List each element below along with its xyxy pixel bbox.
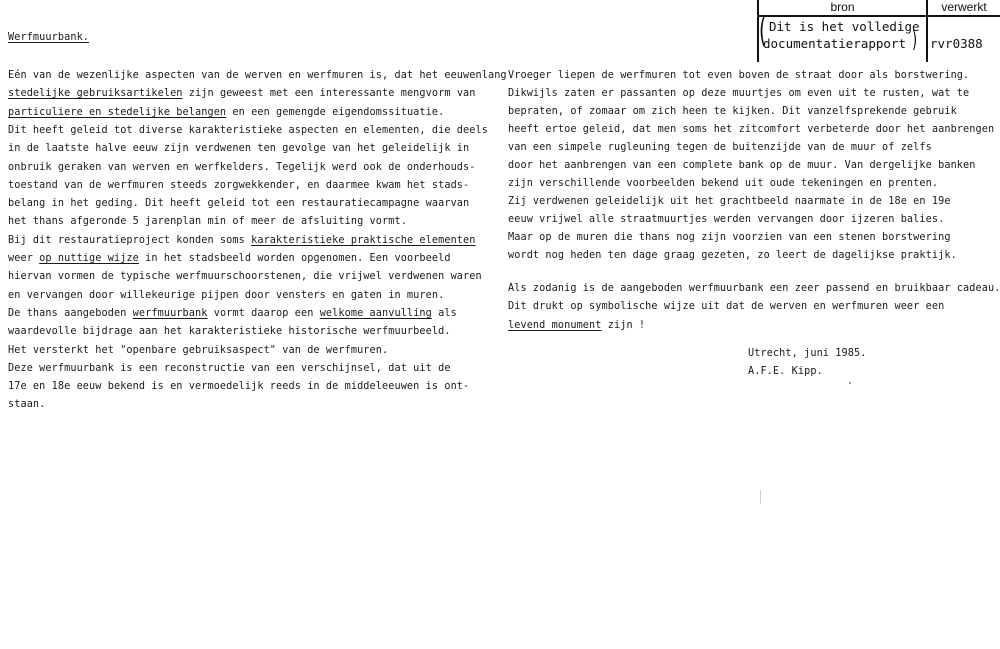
underlined-phrase: op nuttige wijze — [39, 253, 139, 264]
text-line — [8, 180, 469, 192]
text-segment: Dit heeft geleid tot diverse karakteristieke aspecten en elementen, die deels — [8, 125, 488, 136]
text-segment: wordt nog heden ten dage graag gezeten, zo leert de dagelijkse praktijk. — [508, 250, 957, 261]
text-line — [8, 308, 457, 320]
text-line — [8, 216, 407, 228]
text-segment: als — [431, 308, 457, 319]
text-line — [8, 326, 451, 338]
text-line — [508, 250, 957, 262]
text-line — [508, 88, 969, 100]
text-line — [8, 290, 444, 302]
stamp-source-line2: documentatierapport — [763, 36, 906, 51]
text-line — [8, 381, 469, 393]
signature-place-date: Utrecht, juni 1985. — [748, 348, 867, 359]
text-line — [8, 253, 451, 265]
text-segment: Dikwijls zaten er passanten op deze muurtjes om even uit te rusten, wat te — [508, 88, 970, 99]
text-segment: Zij verdwenen geleidelijk uit het grachtbeeld naarmate in de 18e en 19e — [508, 196, 951, 207]
stamp-header-rule — [757, 15, 1000, 17]
signature-author: A.F.E. Kipp. — [748, 366, 823, 377]
text-segment: en een gemengde eigendomssituatie. — [226, 107, 445, 118]
text-line — [508, 70, 969, 82]
text-line — [508, 232, 951, 244]
stamp-source-line1: Dit is het volledige — [769, 19, 920, 34]
text-segment: belang in het geding. Dit heeft geleid tot een restauratiecampagne waarvan — [8, 198, 470, 209]
text-segment: Het versterkt het "openbare gebruiksaspect" van de werfmuren. — [8, 345, 389, 356]
text-segment: weer — [8, 253, 40, 264]
text-segment: bepraten, of zomaar om zich heen te kijken. Dit vanzelfsprekende gebruik — [508, 106, 957, 117]
text-line — [508, 106, 957, 118]
text-line — [508, 196, 951, 208]
underlined-phrase: karakteristieke praktische elementen — [251, 235, 476, 246]
archive-stamp-box — [757, 0, 1000, 62]
scan-speck — [849, 382, 851, 384]
underlined-phrase: welkome aanvulling — [319, 308, 432, 319]
text-segment: staan. — [8, 399, 46, 410]
text-line — [8, 235, 476, 247]
text-line — [508, 320, 645, 332]
text-line — [8, 363, 451, 375]
underlined-phrase: stedelijke gebruiksartikelen — [8, 88, 183, 99]
text-segment: zijn verschillende voorbeelden bekend uit oude tekeningen en prenten. — [508, 178, 939, 189]
text-segment: Als zodanig is de aangeboden werfmuurbank een zeer passend en bruikbaar cadeau. — [508, 283, 1000, 294]
text-line — [508, 283, 1000, 295]
text-segment: hiervan vormen de typische werfmuurschoorstenen, die vrijwel verdwenen waren — [8, 271, 482, 282]
text-segment: en vervangen door willekeurige pijpen door vensters en gaten in muren. — [8, 290, 445, 301]
text-segment: Vroeger liepen de werfmuren tot even boven de straat door als borstwering. — [508, 70, 970, 81]
text-line — [8, 271, 482, 283]
text-segment: vormt daarop een — [207, 308, 320, 319]
text-line — [508, 178, 938, 190]
text-line — [508, 160, 976, 172]
text-line — [8, 162, 476, 174]
text-segment: Maar op de muren die thans nog zijn voorzien van een stenen borstwering — [508, 232, 951, 243]
text-line — [8, 70, 507, 82]
underlined-phrase: levend monument — [508, 320, 602, 331]
text-segment: Eén van de wezenlijke aspecten van de werven en werfmuren is, dat het eeuwenlang — [8, 70, 507, 81]
text-segment: toestand van de werfmuren steeds zorgwekkender, en daarmee kwam het stads- — [8, 180, 470, 191]
text-line — [8, 198, 469, 210]
stamp-source-header: bron — [830, 0, 855, 14]
text-segment: zijn geweest met een interessante mengvorm van — [182, 88, 476, 99]
open-paren-glyph: ( — [759, 11, 767, 51]
text-segment: Deze werfmuurbank is een reconstructie van een verschijnsel, dat uit de — [8, 363, 451, 374]
text-segment: 17e en 18e eeuw bekend is en vermoedelijk reeds in de middeleeuwen is ont- — [8, 381, 470, 392]
text-segment: het thans afgeronde 5 jarenplan min of meer de afsluiting vormt. — [8, 216, 407, 227]
close-paren-glyph: ) — [912, 28, 918, 53]
stamp-processed-header: verwerkt — [941, 0, 987, 14]
text-segment: eeuw vrijwel alle straatmuurtjes werden vervangen door ijzeren balies. — [508, 214, 945, 225]
text-segment: De thans aangeboden — [8, 308, 133, 319]
text-line — [8, 143, 469, 155]
text-line — [8, 88, 476, 100]
text-segment: heeft ertoe geleid, dat men soms het zitcomfort verbeterde door het aanbrengen — [508, 124, 995, 135]
text-segment: in de laatste halve eeuw zijn verdwenen ten gevolge van het geleidelijk in — [8, 143, 470, 154]
text-line — [8, 399, 45, 411]
text-segment: waardevolle bijdrage aan het karakteristieke historische werfmuurbeeld. — [8, 326, 451, 337]
text-segment: onbruik geraken van werven en werfkelders. Tegelijk werd ook de onderhouds- — [8, 162, 476, 173]
text-segment: in het stadsbeeld worden opgenomen. Een voorbeeld — [138, 253, 451, 264]
stamp-processed-code: rvr0388 — [930, 36, 983, 51]
text-line — [8, 345, 388, 357]
scan-mark — [760, 490, 761, 504]
text-segment: Bij dit restauratieproject konden soms — [8, 235, 252, 246]
text-line — [8, 125, 488, 137]
text-segment: door het aanbrengen van een complete bank op de muur. Van dergelijke banken — [508, 160, 976, 171]
underlined-phrase: particuliere en stedelijke belangen — [8, 107, 227, 118]
text-line — [508, 214, 944, 226]
text-segment: zijn ! — [601, 320, 646, 331]
text-line — [508, 142, 932, 154]
underlined-phrase: werfmuurbank — [132, 308, 208, 319]
text-segment: van een simpele rugleuning tegen de buitenzijde van de muur of zelfs — [508, 142, 932, 153]
text-line — [8, 107, 444, 119]
text-line — [508, 124, 994, 136]
text-segment: Dit drukt op symbolische wijze uit dat de werven en werfmuren weer een — [508, 301, 945, 312]
document-title: Werfmuurbank. — [8, 32, 90, 43]
text-line — [508, 301, 944, 313]
